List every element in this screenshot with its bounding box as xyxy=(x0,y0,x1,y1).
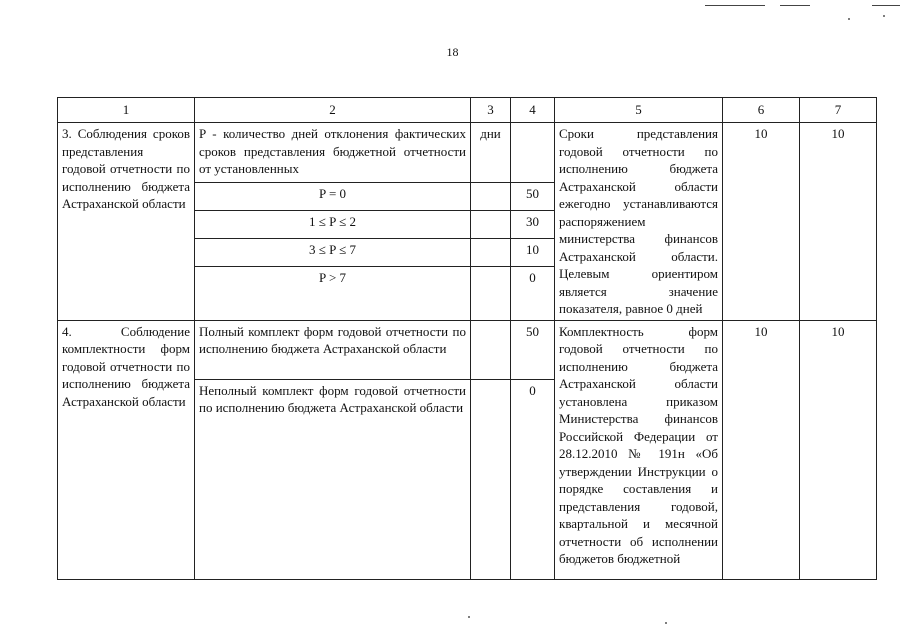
condition-cell: 1 ≤ P ≤ 2 xyxy=(195,211,471,239)
page-number: 18 xyxy=(446,45,459,59)
weight-cell: 10 xyxy=(800,123,877,321)
header-row xyxy=(58,98,877,123)
unit-cell: дни xyxy=(471,123,511,183)
score-cell: 0 xyxy=(511,379,555,579)
scan-dot xyxy=(848,18,850,20)
empty-cell xyxy=(471,239,511,267)
criterion-cell: 4. Соблюдение комплектности форм годовой отчетности по исполнению бюджета Астраханской области xyxy=(58,320,195,579)
table-row xyxy=(58,123,877,183)
indicator-cell: P - количество дней отклонения фактических сроков представления бюджетной отчетности от установленных xyxy=(195,123,471,183)
scan-line xyxy=(780,5,810,6)
empty-cell xyxy=(471,182,511,210)
condition-cell: Неполный комплект форм годовой отчетности по исполнению бюджета Астраханской области xyxy=(195,379,471,579)
score-cell: 0 xyxy=(511,267,555,320)
header-cell: 6 xyxy=(723,98,800,123)
description-cell: Сроки представления годовой отчетности по исполнению бюджета Астраханской области ежегодно устанавливаются распоряжением министерства финансов Астраханской области. Целевым ориентиром является значение показателя, равное 0 дней xyxy=(555,123,723,321)
empty-cell xyxy=(471,267,511,320)
score-cell: 30 xyxy=(511,211,555,239)
description-cell: Комплектность форм годовой отчетности по исполнению бюджета Астраханской области установлена приказом Министерства финансов Российской Федерации от 28.12.2010 № 191н «Об утверждении Инструкции о порядке составления и представления годовой, квартальной и месячной отчетности об исполнении бюджетов бюджетной xyxy=(555,320,723,579)
scan-line xyxy=(872,5,900,6)
header-cell: 1 xyxy=(58,98,195,123)
scan-dot xyxy=(883,15,885,17)
score-cell: 50 xyxy=(511,182,555,210)
condition-cell: P = 0 xyxy=(195,182,471,210)
condition-cell: 3 ≤ P ≤ 7 xyxy=(195,239,471,267)
empty-cell xyxy=(471,379,511,579)
condition-cell: Полный комплект форм годовой отчетности по исполнению бюджета Астраханской области xyxy=(195,320,471,379)
weight-cell: 10 xyxy=(800,320,877,579)
header-cell: 4 xyxy=(511,98,555,123)
empty-cell xyxy=(471,211,511,239)
table-row xyxy=(58,320,877,379)
scan-dot xyxy=(468,616,470,618)
condition-cell: P > 7 xyxy=(195,267,471,320)
scan-dot xyxy=(665,622,667,624)
criterion-cell: 3. Соблюдения сроков представления годовой отчетности по исполнению бюджета Астраханской области xyxy=(58,123,195,321)
weight-cell: 10 xyxy=(723,123,800,321)
score-cell: 10 xyxy=(511,239,555,267)
header-cell: 3 xyxy=(471,98,511,123)
report-table xyxy=(57,97,877,580)
header-cell: 7 xyxy=(800,98,877,123)
score-cell: 50 xyxy=(511,320,555,379)
header-cell: 5 xyxy=(555,98,723,123)
header-cell: 2 xyxy=(195,98,471,123)
weight-cell: 10 xyxy=(723,320,800,579)
empty-cell xyxy=(511,123,555,183)
scan-line xyxy=(705,5,765,6)
empty-cell xyxy=(471,320,511,379)
